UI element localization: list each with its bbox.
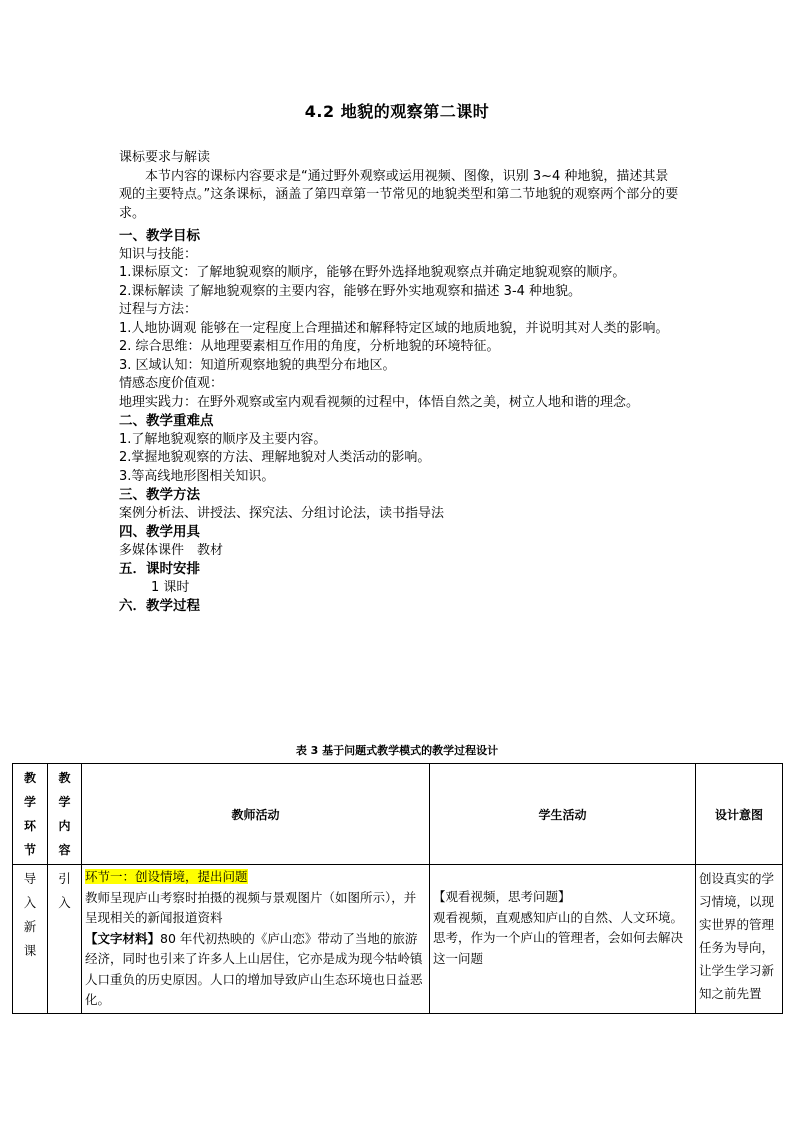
header-design-intent: 设计意图 [696,764,783,865]
knowledge-item-1: 1.课标原文：了解地貌观察的顺序，能够在野外选择地貌观察点并确定地貌观察的顺序。 [119,265,626,280]
standard-text: 本节内容的课标内容要求是“通过野外观察或运用视频、图像，识别 3~4 种地貌，描述其景观的主要特点。”这条课标，涵盖了第四章第一节常见的地貌类型和第二节地貌的观察两个部分的要求。 [119,168,679,221]
teacher-paragraph-1: 教师呈现庐山考察时拍摄的视频与景观图片（如图所示），并呈现相关的新闻报道资料 [85,889,417,925]
tools-text: 多媒体课件 教材 [119,542,224,558]
standard-heading: 课标要求与解读 [119,150,211,165]
student-paragraph-2: 思考，作为一个庐山的管理者，会如何去解决这一问题 [433,930,684,966]
teacher-paragraph-2: 【文字材料】80 年代初热映的《庐山恋》带动了当地的旅游经济，同时也引来了许多人上山居住，它亦是成为现今牯岭镇人口重负的历史原因。人口的增加导致庐山生态环境也日益恶化。 [85,930,423,1007]
process-item-2: 2. 综合思维：从地理要素相互作用的角度，分析地貌的环境特征。 [119,339,500,354]
key-point-1: 1.了解地貌观察的顺序及主要内容。 [119,431,327,447]
emotion-item-1: 地理实践力：在野外观察或室内观看视频的过程中，体悟自然之美，树立人地和谐的理念。 [119,394,640,410]
key-point-3: 3.等高线地形图相关知识。 [119,468,275,484]
header-stage: 教学环节 [13,764,48,865]
cell-stage: 导入新课 [13,865,48,1014]
knowledge-label: 知识与技能： [119,246,198,262]
document-body [119,149,679,616]
methods-text: 案例分析法、讲授法、探究法、分组讨论法，读书指导法 [119,505,445,521]
schedule-heading: 五．课时安排 [119,561,200,577]
objectives-heading: 一、教学目标 [119,228,200,244]
process-item-3: 3. 区域认知：知道所观察地貌的典型分布地区。 [119,357,396,373]
cell-content: 引入 [48,865,82,1014]
key-points-heading: 二、教学重难点 [119,413,214,429]
lesson-process-table [12,763,783,1014]
process-label: 过程与方法： [119,302,198,317]
process-item-1: 1.人地协调观 能够在一定程度上合理描述和解释特定区域的地质地貌，并说明其对人类的影响。 [119,320,669,336]
cell-teacher-activity [82,865,430,1014]
student-activity-title: 【观看视频，思考问题】 [433,889,571,904]
header-content: 教学内容 [48,764,82,865]
cell-design-intent: 创设真实的学习情境，以现实世界的管理任务为导向，让学生学习新知之前先置 [696,865,783,1014]
highlighted-step-title: 环节一：创设情境，提出问题 [85,869,248,884]
cell-student-activity [430,865,696,1014]
header-teacher-activity: 教师活动 [82,764,430,865]
key-point-2: 2.掌握地貌观察的方法、理解地貌对人类活动的影响。 [119,450,431,465]
page-title: 4.2 地貌的观察第二课时 [304,102,490,121]
table-caption: 表 3 基于问题式教学模式的教学过程设计 [295,744,499,757]
methods-heading: 三、教学方法 [119,487,200,503]
table-row [13,865,783,1014]
schedule-text: 1 课时 [151,579,190,595]
student-paragraph-1: 观看视频，直观感知庐山的自然、人文环境。 [433,909,684,925]
tools-heading: 四、教学用具 [119,524,200,540]
header-student-activity: 学生活动 [430,764,696,865]
emotion-label: 情感态度价值观： [119,376,224,391]
table-header-row [13,764,783,865]
process-section-heading: 六．教学过程 [119,598,200,614]
knowledge-item-2: 2.课标解读 了解地貌观察的主要内容，能够在野外实地观察和描述 3-4 种地貌。 [119,283,582,299]
